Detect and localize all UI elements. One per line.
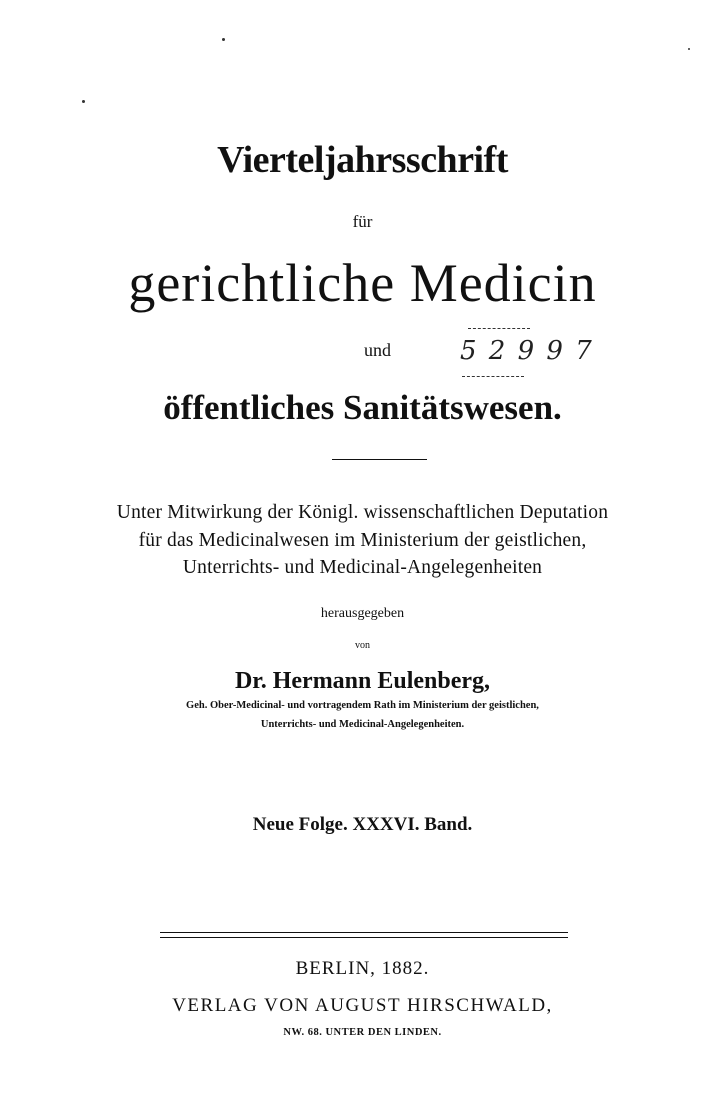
collaboration-line-2: für das Medicinalwesen im Ministerium der geistlichen,	[138, 530, 587, 551]
series-volume: Neue Folge. XXXVI. Band.	[252, 814, 473, 835]
print-speck	[82, 100, 85, 103]
by-label: von	[355, 640, 370, 651]
handwritten-dash-bottom	[462, 376, 524, 377]
connector-und: und	[364, 340, 391, 360]
publisher-name: VERLAG VON AUGUST HIRSCHWALD,	[172, 995, 553, 1016]
edited-by-label: herausgegeben	[320, 606, 405, 621]
collaboration-line-3: Unterrichts- und Medicinal-Angelegenheiten	[182, 557, 543, 578]
journal-title: Vierteljahrsschrift	[217, 139, 508, 181]
connector-fuer: für	[352, 212, 373, 231]
editor-name: Dr. Hermann Eulenberg,	[234, 668, 491, 694]
publisher-address: NW. 68. UNTER DEN LINDEN.	[283, 1027, 442, 1038]
print-speck	[222, 38, 225, 41]
handwritten-dash-top	[468, 328, 530, 329]
handwritten-shelf-number: 5 2 9 9 7	[460, 336, 594, 366]
editor-credit-line-1: Geh. Ober-Medicinal- und vortragendem Rath im Ministerium der geistlichen,	[186, 700, 539, 711]
subject-forensic-medicine: gerichtliche Medicin	[128, 253, 597, 313]
double-rule-divider	[160, 932, 568, 938]
section-divider	[332, 459, 427, 460]
editor-credit-line-2: Unterrichts- und Medicinal-Angelegenheiten.	[260, 719, 465, 730]
place-and-year: BERLIN, 1882.	[295, 958, 430, 979]
collaboration-line-1: Unter Mitwirkung der Königl. wissenschaftlichen Deputation	[116, 502, 609, 523]
subject-public-health: öffentliches Sanitätswesen.	[163, 388, 562, 427]
print-speck	[688, 48, 690, 50]
